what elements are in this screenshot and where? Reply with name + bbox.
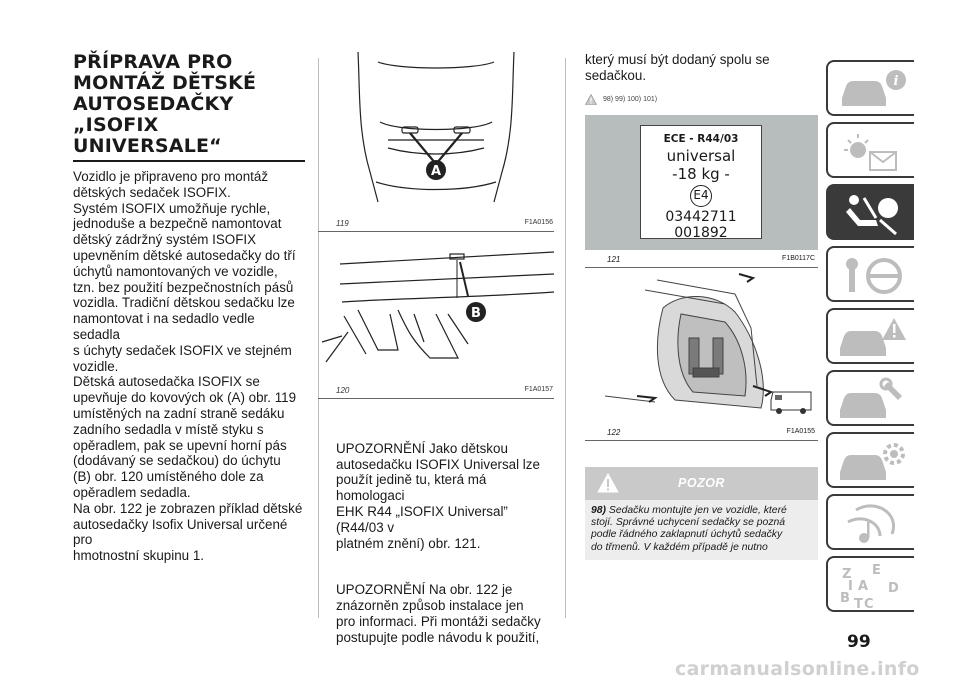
section-heading [73,52,305,157]
key-steering-icon [836,252,908,300]
warning-triangle-icon [585,94,597,105]
warning-header [585,467,818,500]
car-info-icon [836,66,908,114]
car-warning-icon [836,314,908,362]
figure-caption [318,384,554,398]
label-approval-mark: E4 [690,185,712,207]
seat-anchor-illustration [318,52,554,212]
tab-maintenance[interactable] [826,370,914,426]
figure-caption [585,423,818,441]
heading-rule [73,160,305,162]
tab-technical-data[interactable] [826,432,914,488]
dashboard-lights-icon [836,128,908,176]
section-body: Vozidlo je připraveno pro montáž dětských sedaček ISOFIX. Systém ISOFIX umožňuje rychle, jednoduše a bezpečně namontovat dětský zádržný systém ISOFIX upevněním dětské autosedačky do tří úchytů namontovaných ve vozidle, tzn. bez použití bezpečnostních pásů vozidla. Tradiční dětskou sedačku lze namontovat i na sedadlo vedle sedadla s úchyty sedaček ISOFIX ve stejném vozidle. Dětská autosedačka ISOFIX se upevňuje do kovových ok (A) obr. 119 umístěných na zadní straně sedáku zadního sedadla v místě styku s opěradlem, pak se upevní horní pás (dodávaný se sedačkou) do úchytu (B) obr. 120 umístěného dole za opěradlem sedadla. Na obr. 122 je zobrazen příklad dětské autosedačky Isofix Universal určené pro hmotnostní skupinu 1. [73,169,303,564]
figure-code: F1B0117C [782,254,815,262]
svg-text:B: B [840,591,850,606]
figure-caption [585,250,818,268]
middle-text [318,425,554,676]
figure-119 [318,52,554,232]
figure-code: F1A0155 [786,427,815,435]
label-serial: 001892 [674,224,728,241]
heading-line: „ISOFIX [73,114,159,136]
figure-122 [585,268,818,423]
page-number: 99 [847,632,871,652]
alphabet-index-icon [836,562,908,610]
paragraph: UPOZORNĚNÍ Jako dětskou autosedačku ISOFIX Universal lze použít jedině tu, která má homologaci EHK R44 „ISOFIX Universal” (R44/03 v platném znění) obr. 121. [336,440,540,551]
svg-text:Z: Z [842,567,852,582]
figure-number: 122 [607,427,621,437]
figure-caption [318,217,554,231]
warning-references [565,94,818,105]
tab-index[interactable] [826,556,914,612]
figure-number: 120 [336,386,350,395]
svg-text:D: D [888,581,899,596]
tab-dashboard-lights[interactable] [826,122,914,178]
heading-line: UNIVERSALE“ [73,135,222,157]
figure-number: 121 [607,254,621,264]
reference-numbers: 98) 99) 100) 101) [603,95,658,103]
svg-text:E: E [872,563,881,578]
heading-line: AUTOSEDAČKY [73,93,234,115]
car-tools-icon [836,376,908,424]
continued-text: který musí být dodaný spolu se sedačkou. [585,52,770,83]
paragraph: UPOZORNĚNÍ Na obr. 122 je znázorněn způsob instalace jen pro informaci. Při montáži sedačky postupujte podle návodu k použití, [336,582,541,645]
figure-code: F1A0157 [524,386,553,393]
column-left [73,52,305,564]
homologation-label-photo [585,115,818,250]
warning-body [585,500,818,561]
label-standard: ECE - R44/03 [663,132,739,145]
rear-anchor-illustration [318,232,554,379]
svg-text:T: T [854,597,863,610]
chapter-tabs [826,60,916,618]
music-media-icon [836,500,908,548]
svg-text:i: i [893,74,899,89]
tab-starting-driving[interactable] [826,246,914,302]
warning-title: POZOR [678,475,725,490]
tab-car-info[interactable] [826,60,914,116]
tab-multimedia[interactable] [826,494,914,550]
warning-ref: 98) [591,504,607,516]
label-weight: -18 kg - [672,164,730,183]
tab-safety[interactable] [826,184,914,240]
watermark: carmanualsonline.info [675,658,920,680]
label-category: universal [666,146,736,165]
heading-line: PŘÍPRAVA PRO [73,51,233,73]
svg-text:C: C [864,597,874,610]
column-middle [318,52,554,676]
label-number: 03442711 [665,208,737,225]
marker-b-label: B [471,306,481,321]
tab-emergency[interactable] [826,308,914,364]
homologation-label [640,125,762,239]
figure-code: F1A0156 [524,219,553,226]
figure-120 [318,232,554,399]
child-seat-illustration [585,268,818,418]
svg-text:A: A [858,579,869,594]
figure-number: 119 [336,219,349,228]
marker-a-label: A [430,164,442,179]
seat-airbag-icon [836,190,908,238]
heading-line: MONTÁŽ DĚTSKÉ [73,72,257,94]
column-right [565,52,818,560]
car-gear-icon [836,438,908,486]
van-icon [771,392,811,414]
warning-text: Sedačku montujte jen ve vozidle, které stojí. Správné uchycení sedačky se pozná podle řádného zaklapnutí úchytů sedačky do třmenů. V každém případě je nutno [591,504,787,553]
svg-text:I: I [848,579,853,594]
